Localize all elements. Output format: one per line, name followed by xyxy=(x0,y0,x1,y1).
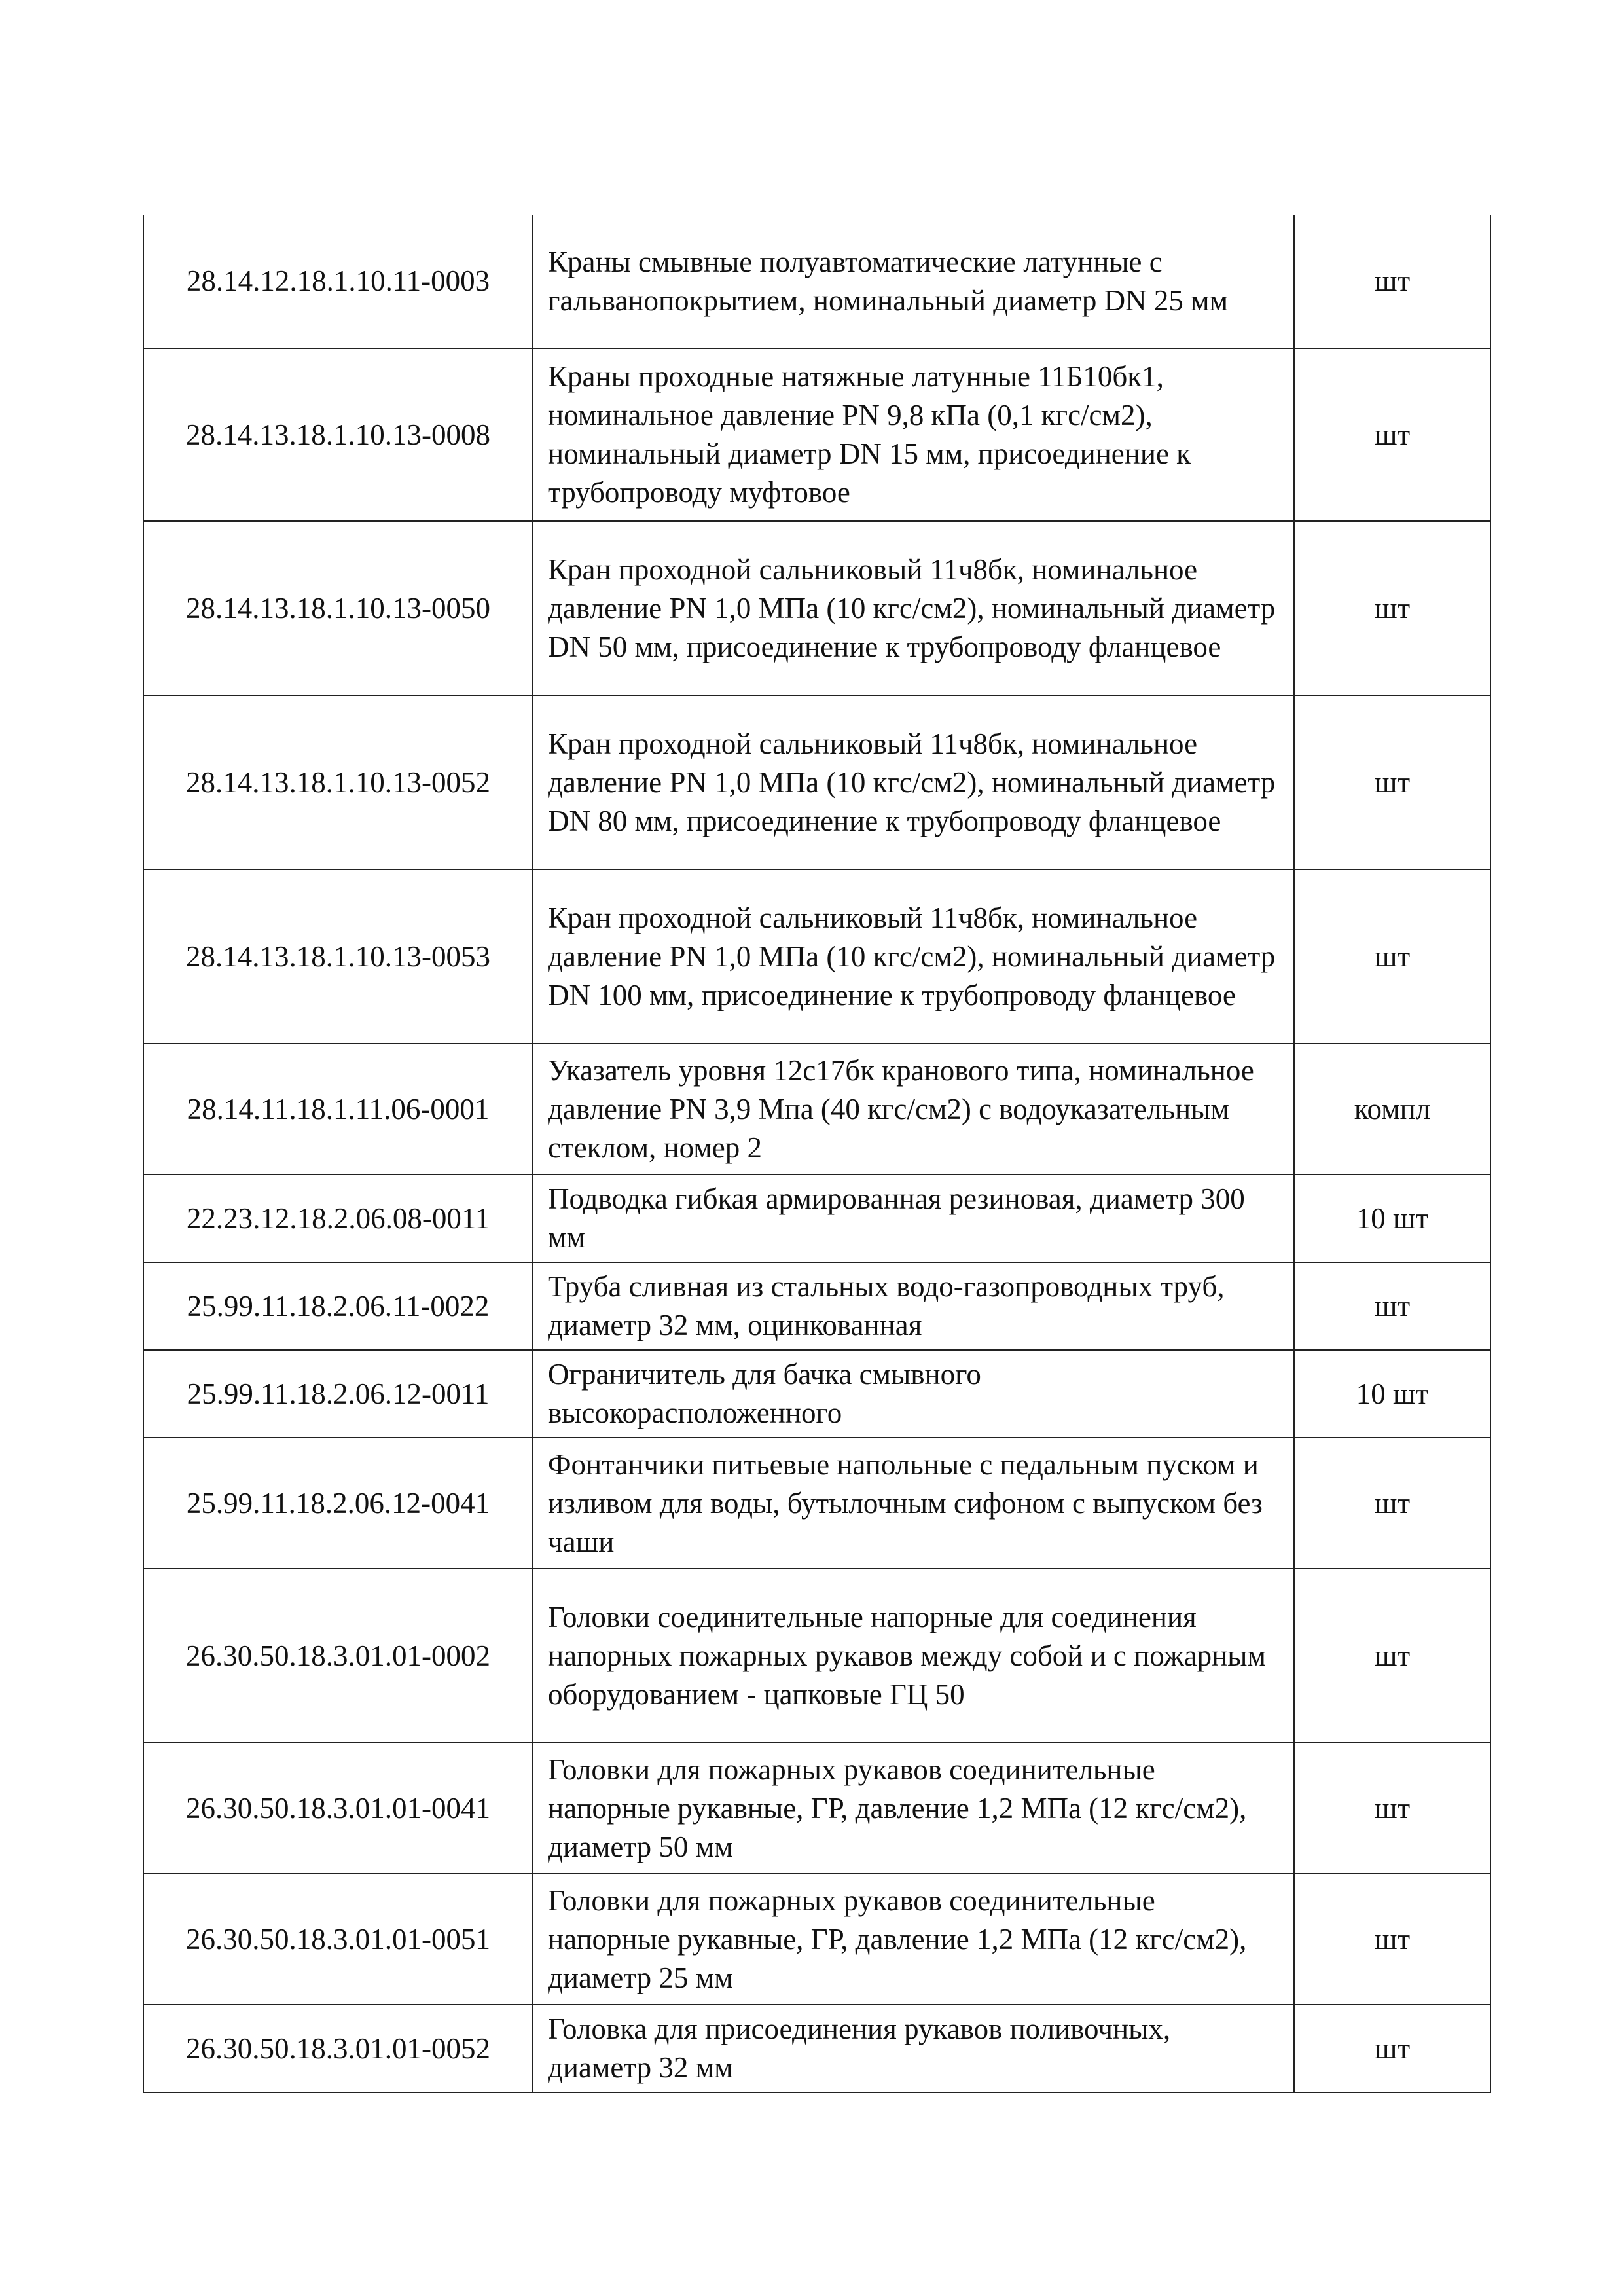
resource-unit: шт xyxy=(1294,1262,1490,1350)
resource-code: 26.30.50.18.3.01.01-0002 xyxy=(143,1569,533,1743)
table-row xyxy=(143,215,1490,348)
resource-description: Головки соединительные напорные для соединения напорных пожарных рукавов между собой и с пожарным оборудованием - цапковые ГЦ 50 xyxy=(533,1569,1294,1743)
table-row xyxy=(143,1569,1490,1743)
resource-unit: шт xyxy=(1294,521,1490,695)
resource-description: Краны смывные полуавтоматические латунные с гальванопокрытием, номинальный диаметр DN 25 мм xyxy=(533,215,1294,348)
resource-description: Краны проходные натяжные латунные 11Б10бк1, номинальное давление PN 9,8 кПа (0,1 кгс/см2), номинальный диаметр DN 15 мм, присоединение к трубопроводу муфтовое xyxy=(533,348,1294,521)
resource-code: 26.30.50.18.3.01.01-0052 xyxy=(143,2005,533,2092)
resource-code: 25.99.11.18.2.06.11-0022 xyxy=(143,1262,533,1350)
table-row xyxy=(143,1044,1490,1175)
table-row xyxy=(143,1438,1490,1569)
resource-description: Головка для присоединения рукавов поливочных, диаметр 32 мм xyxy=(533,2005,1294,2092)
resource-description: Кран проходной сальниковый 11ч8бк, номинальное давление PN 1,0 МПа (10 кгс/см2), номинальный диаметр DN 50 мм, присоединение к трубопроводу фланцевое xyxy=(533,521,1294,695)
table-row xyxy=(143,2005,1490,2092)
resource-code: 28.14.11.18.1.11.06-0001 xyxy=(143,1044,533,1175)
table-row xyxy=(143,521,1490,695)
resources-table xyxy=(143,215,1491,2093)
resource-unit: шт xyxy=(1294,1874,1490,2005)
resource-description: Кран проходной сальниковый 11ч8бк, номинальное давление PN 1,0 МПа (10 кгс/см2), номинальный диаметр DN 80 мм, присоединение к трубопроводу фланцевое xyxy=(533,695,1294,869)
table-row xyxy=(143,869,1490,1044)
resources-table-body xyxy=(143,215,1490,2092)
resource-description: Подводка гибкая армированная резиновая, диаметр 300 мм xyxy=(533,1175,1294,1262)
resource-code: 28.14.13.18.1.10.13-0008 xyxy=(143,348,533,521)
resource-description: Труба сливная из стальных водо-газопроводных труб, диаметр 32 мм, оцинкованная xyxy=(533,1262,1294,1350)
resource-description: Кран проходной сальниковый 11ч8бк, номинальное давление PN 1,0 МПа (10 кгс/см2), номинальный диаметр DN 100 мм, присоединение к трубопроводу фланцевое xyxy=(533,869,1294,1044)
resource-code: 25.99.11.18.2.06.12-0041 xyxy=(143,1438,533,1569)
table-row xyxy=(143,348,1490,521)
resource-description: Головки для пожарных рукавов соединительные напорные рукавные, ГР, давление 1,2 МПа (12 кгс/см2), диаметр 50 мм xyxy=(533,1743,1294,1874)
resource-description: Фонтанчики питьевые напольные с педальным пуском и изливом для воды, бутылочным сифоном с выпуском без чаши xyxy=(533,1438,1294,1569)
resource-description: Головки для пожарных рукавов соединительные напорные рукавные, ГР, давление 1,2 МПа (12 кгс/см2), диаметр 25 мм xyxy=(533,1874,1294,2005)
table-row xyxy=(143,1262,1490,1350)
table-row xyxy=(143,1743,1490,1874)
resource-code: 22.23.12.18.2.06.08-0011 xyxy=(143,1175,533,1262)
resource-unit: шт xyxy=(1294,869,1490,1044)
resource-code: 28.14.12.18.1.10.11-0003 xyxy=(143,215,533,348)
resource-unit: шт xyxy=(1294,215,1490,348)
resource-code: 26.30.50.18.3.01.01-0041 xyxy=(143,1743,533,1874)
resource-code: 28.14.13.18.1.10.13-0052 xyxy=(143,695,533,869)
resource-code: 26.30.50.18.3.01.01-0051 xyxy=(143,1874,533,2005)
resource-unit: шт xyxy=(1294,1569,1490,1743)
resource-description: Указатель уровня 12с17бк кранового типа, номинальное давление PN 3,9 Мпа (40 кгс/см2) с водоуказательным стеклом, номер 2 xyxy=(533,1044,1294,1175)
resource-unit: шт xyxy=(1294,348,1490,521)
table-row xyxy=(143,695,1490,869)
resource-unit: шт xyxy=(1294,695,1490,869)
resource-description: Ограничитель для бачка смывного высокорасположенного xyxy=(533,1350,1294,1438)
resource-unit: шт xyxy=(1294,1438,1490,1569)
table-row xyxy=(143,1175,1490,1262)
resource-unit: шт xyxy=(1294,1743,1490,1874)
resource-unit: компл xyxy=(1294,1044,1490,1175)
resource-code: 28.14.13.18.1.10.13-0053 xyxy=(143,869,533,1044)
resource-unit: 10 шт xyxy=(1294,1350,1490,1438)
resource-code: 28.14.13.18.1.10.13-0050 xyxy=(143,521,533,695)
table-row xyxy=(143,1874,1490,2005)
resource-code: 25.99.11.18.2.06.12-0011 xyxy=(143,1350,533,1438)
resource-unit: 10 шт xyxy=(1294,1175,1490,1262)
table-row xyxy=(143,1350,1490,1438)
resource-unit: шт xyxy=(1294,2005,1490,2092)
